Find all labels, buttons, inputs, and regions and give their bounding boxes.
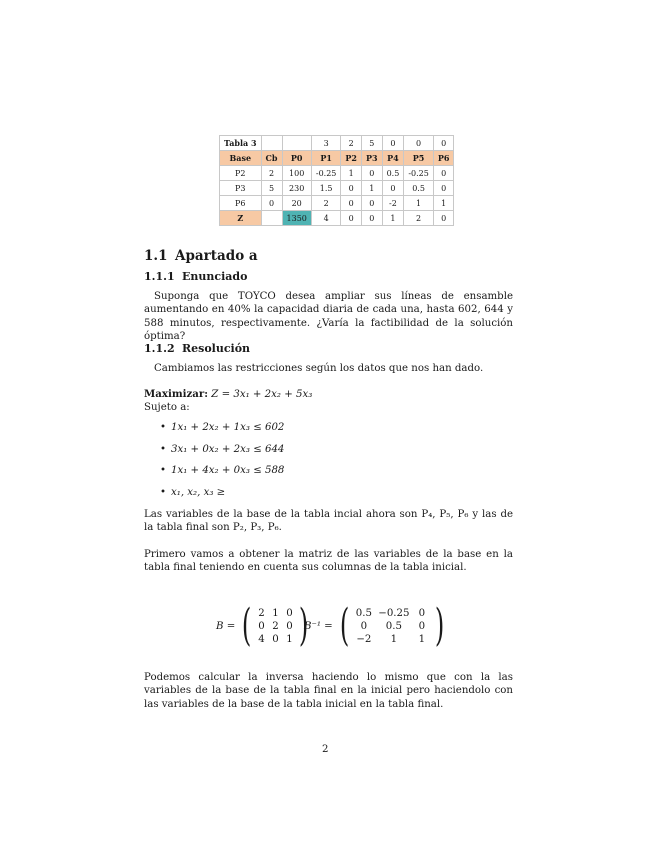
matrix-b-inverse: [304, 600, 448, 651]
table-cell: [261, 211, 282, 226]
right-paren: ): [434, 600, 445, 651]
section-number: 1.1: [144, 248, 168, 264]
table-header: P6: [433, 151, 454, 166]
table-row: [220, 166, 454, 181]
table-cell: 0: [361, 211, 382, 226]
objective-line: [144, 388, 513, 401]
table-z-row: [220, 211, 454, 226]
table-header: P3: [361, 151, 382, 166]
table-cell: 3: [311, 136, 341, 151]
matrix-binv-grid: [353, 607, 431, 646]
table-cell: 0: [433, 136, 454, 151]
subsection-number: 1.1.1: [144, 270, 175, 283]
table-cell: -2: [382, 196, 404, 211]
table-cell: 1: [433, 196, 454, 211]
section-heading: [144, 248, 258, 264]
constraint-text: 1x₁ + 4x₂ + 0x₃ ≤ 588: [171, 465, 285, 476]
table-header: Cb: [261, 151, 282, 166]
table-cell: 0.5: [404, 181, 434, 196]
table-cell: 1: [382, 211, 404, 226]
table-cell: 0: [433, 181, 454, 196]
simplex-table: [219, 135, 454, 226]
matrix-cell: 0: [418, 607, 426, 619]
table-cell: 0.5: [382, 166, 404, 181]
subsection-heading-resolucion: [144, 342, 250, 355]
constraint-item: • x₁, x₂, x₃ ≥: [160, 487, 226, 498]
table-cell: 4: [311, 211, 341, 226]
table-cell: P6: [220, 196, 262, 211]
table-cell: 0: [433, 211, 454, 226]
left-paren: (: [242, 600, 252, 651]
matrix-cell: 0: [272, 633, 279, 645]
matrix-cell: 4: [258, 633, 265, 645]
table-cell: 0: [382, 181, 404, 196]
subsection-title: Enunciado: [182, 270, 248, 283]
subsection-number: 1.1.2: [144, 342, 175, 355]
intro-paragraph: Cambiamos las restricciones según los datos que nos han dado.: [154, 363, 484, 374]
table-header: P0: [282, 151, 311, 166]
table-row: [220, 196, 454, 211]
z-value: 1350: [282, 211, 311, 226]
table-cell: 0: [361, 166, 382, 181]
table-cell: 1: [361, 181, 382, 196]
table-cell: 1.5: [311, 181, 341, 196]
matrix-cell: 0: [286, 620, 293, 632]
right-paren: ): [299, 600, 309, 651]
constraint-text: x₁, x₂, x₃ ≥: [171, 487, 226, 498]
matrix-cell: 0: [360, 620, 368, 632]
table-header-row: [220, 151, 454, 166]
constraint-item: • 1x₁ + 4x₂ + 0x₃ ≤ 588: [160, 465, 285, 476]
matrix-cell: 2: [272, 620, 279, 632]
matrix-cell: 1: [390, 633, 398, 645]
table-header: P5: [404, 151, 434, 166]
table-cell: 20: [282, 196, 311, 211]
table-title: Tabla 3: [220, 136, 262, 151]
table-cell: -0.25: [311, 166, 341, 181]
matrix-cell: 0.5: [355, 607, 372, 619]
table-cell: 100: [282, 166, 311, 181]
table-header: P1: [311, 151, 341, 166]
matrix-cell: −0.25: [378, 607, 410, 619]
final-paragraph: Podemos calcular la inversa haciendo lo mismo que con la las variables de la base de la tabla final en la inicial pero haciendolo con las variables de la base de la tabla inicial en la tabla final.: [144, 672, 513, 710]
table-row: [220, 181, 454, 196]
table-cell: 0: [261, 196, 282, 211]
table-cell: 2: [311, 196, 341, 211]
matrix-b-label: B =: [216, 620, 236, 632]
section-title: Apartado a: [175, 248, 258, 264]
base-variables-paragraph: Las variables de la base de la tabla incial ahora son P₄, P₅, P₆ y las de la tabla final son P₂, P₃, P₆.: [144, 509, 513, 534]
table-cell: 0: [361, 196, 382, 211]
table-header: Base: [220, 151, 262, 166]
table-cell: 2: [261, 166, 282, 181]
z-label: Z: [220, 211, 262, 226]
matrix-cell: 1: [418, 633, 426, 645]
matrix-cell: 1: [286, 633, 293, 645]
table-cell: 2: [341, 136, 362, 151]
objective-label: Maximizar:: [144, 388, 208, 400]
constraint-item: • 1x₁ + 2x₂ + 1x₃ ≤ 602: [160, 422, 285, 433]
table-cell: 1: [404, 196, 434, 211]
table-cell: 2: [404, 211, 434, 226]
matrix-b: [216, 600, 313, 651]
objective-expression: Z = 3x₁ + 2x₂ + 5x₃: [211, 389, 313, 400]
matrix-cell: 1: [272, 607, 279, 619]
page-number: 2: [322, 744, 329, 755]
matrix-cell: −2: [356, 633, 372, 645]
enunciado-paragraph: Suponga que TOYCO desea ampliar sus líneas de ensamble aumentando en 40% la capacidad diaria de cada una, hasta 602, 644 y 588 minutos, respectivamente. ¿Varía la factibilidad de la solución óptima?: [144, 291, 513, 343]
left-paren: (: [339, 600, 350, 651]
table-cell: -0.25: [404, 166, 434, 181]
table-cell: [282, 136, 311, 151]
matrix-cell: 0: [418, 620, 426, 632]
table-costs-row: [220, 136, 454, 151]
table-cell: P2: [220, 166, 262, 181]
subsection-title: Resolución: [182, 342, 251, 355]
matrix-cell: 0.5: [385, 620, 402, 632]
table-cell: 0: [341, 196, 362, 211]
table-cell: 5: [261, 181, 282, 196]
table-cell: 5: [361, 136, 382, 151]
table-header: P4: [382, 151, 404, 166]
table-cell: 0: [382, 136, 404, 151]
table-cell: 230: [282, 181, 311, 196]
table-header: P2: [341, 151, 362, 166]
table-cell: 0: [433, 166, 454, 181]
table-cell: 0: [341, 211, 362, 226]
matrix-cell: 0: [286, 607, 293, 619]
matrix-cell: 2: [258, 607, 265, 619]
matrix-b-grid: [255, 607, 295, 646]
constraint-text: 3x₁ + 0x₂ + 2x₃ ≤ 644: [171, 444, 285, 455]
table-cell: [261, 136, 282, 151]
table-cell: P3: [220, 181, 262, 196]
table-cell: 1: [341, 166, 362, 181]
subject-to-label: Sujeto a:: [144, 402, 190, 413]
table-cell: 0: [341, 181, 362, 196]
constraint-item: • 3x₁ + 0x₂ + 2x₃ ≤ 644: [160, 444, 285, 455]
table-cell: 0: [404, 136, 434, 151]
matrix-intro-paragraph: Primero vamos a obtener la matriz de las variables de la base en la tabla final teniendo en cuenta sus columnas de la tabla inicial.: [144, 549, 513, 574]
matrix-binv-label: B⁻¹ =: [304, 620, 333, 632]
constraint-text: 1x₁ + 2x₂ + 1x₃ ≤ 602: [171, 422, 285, 433]
matrix-cell: 0: [258, 620, 265, 632]
subsection-heading-enunciado: [144, 270, 247, 283]
